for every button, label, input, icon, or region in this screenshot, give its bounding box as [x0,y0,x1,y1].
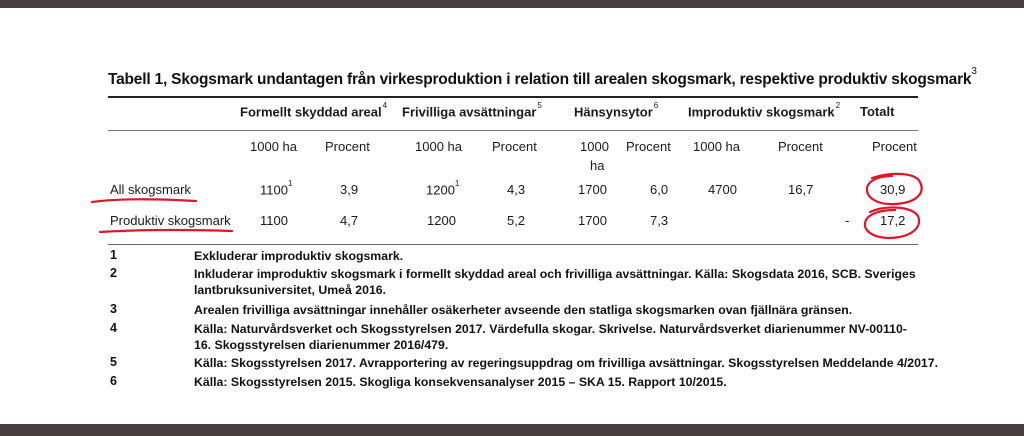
footnote-text-4: Källa: Naturvårdsverket och Skogsstyrelsen 2017. Värdefulla skogar. Skrivelse. Naturvårdsverket diarienummer NV-00110-16. Skogsstyrelsen diarienummer 2016/479. [194,322,907,352]
footnote-num-5: 5 [110,355,117,369]
subheader-pct-3: Procent [626,139,671,154]
subheader-ha-1: 1000 ha [250,139,297,154]
footnote-num-3: 3 [110,302,117,316]
cell-prod-frivilliga-pct: 5,2 [507,213,526,228]
cell-prod-improd-dash: - [845,213,850,228]
subheader-pct-1: Procent [325,139,370,154]
cell-all-hansyn-pct: 6,0 [650,182,669,197]
cell-all-improd-pct: 16,7 [788,182,814,197]
cell-all-formellt-ha: 1100$^1$ [260,179,293,198]
header-formellt: Formellt skyddad areal$^4$ [240,101,388,120]
table-top-rule [108,96,918,98]
bottom-border [0,424,1024,436]
subheader-pct-2: Procent [492,139,537,154]
footnote-num-4: 4 [110,321,117,335]
footnote-text-2: Inkluderar improduktiv skogsmark i formellt skyddad areal och frivilliga avsättningar. Källa: Skogsdata 2016, SCB. Sveriges lantbruksuniversitet, Umeå 2016. [194,267,916,297]
cell-prod-total-pct: 17,2 [880,213,906,228]
cell-all-frivilliga-ha: 1200$^1$ [426,179,460,198]
cell-prod-formellt-pct: 4,7 [340,213,359,228]
subheader-ha-3-line1: 1000 [580,139,609,154]
cell-prod-hansyn-ha: 1700 [578,213,607,228]
subheader-pct-total: Procent [872,139,917,154]
underline-all-skogsmark [92,199,196,202]
cell-all-total-pct: 30,9 [880,182,906,197]
header-improduktiv: Improduktiv skogsmark$^2$ [688,101,841,120]
cell-all-frivilliga-pct: 4,3 [507,182,526,197]
footnote-text-3: Arealen frivilliga avsättningar innehåller osäkerheter avseende den statliga skogsmarken ovan fjällnära gränsen. [194,303,853,317]
cell-all-formellt-pct: 3,9 [340,182,359,197]
header-totalt: Totalt [860,104,895,119]
cell-all-improd-ha: 4700 [708,182,737,197]
header-frivilliga: Frivilliga avsättningar$^5$ [402,101,542,120]
row-label-produktiv: Produktiv skogsmark [110,213,231,228]
cell-prod-hansyn-pct: 7,3 [650,213,669,228]
top-border [0,0,1024,8]
header-hansyn: Hänsynsytor$^6$ [574,101,659,120]
footnote-text-1: Exkluderar improduktiv skogsmark. [194,249,404,263]
footnote-num-6: 6 [110,374,117,388]
footnote-num-1: 1 [110,248,117,262]
subheader-ha-3-line2: ha [590,158,605,173]
footnote-num-2: 2 [110,266,117,280]
subheader-ha-2: 1000 ha [415,139,462,154]
cell-all-hansyn-ha: 1700 [578,182,607,197]
cell-prod-frivilliga-ha: 1200 [427,213,456,228]
underline-produktiv-skogsmark [100,230,232,232]
cell-prod-formellt-ha: 1100 [260,213,288,228]
table-title: Tabell 1, Skogsmark undantagen från virkesproduktion i relation till arealen skogsmark, respektive produktiv skogsmark$^3$ [108,66,977,89]
footnote-text-6: Källa: Skogsstyrelsen 2015. Skogliga konsekvensanalyser 2015 – SKA 15. Rapport 10/2015. [194,375,727,389]
row-label-all: All skogsmark [110,182,191,197]
subheader-pct-4: Procent [778,139,823,154]
subheader-ha-4: 1000 ha [693,139,740,154]
table-bottom-rule [108,244,918,245]
footnote-text-5: Källa: Skogsstyrelsen 2017. Avrapportering av regeringsuppdrag om frivilliga avsättningar. Skogsstyrelsen Meddelande 4/2017. [194,356,939,370]
header-rule [108,130,918,131]
